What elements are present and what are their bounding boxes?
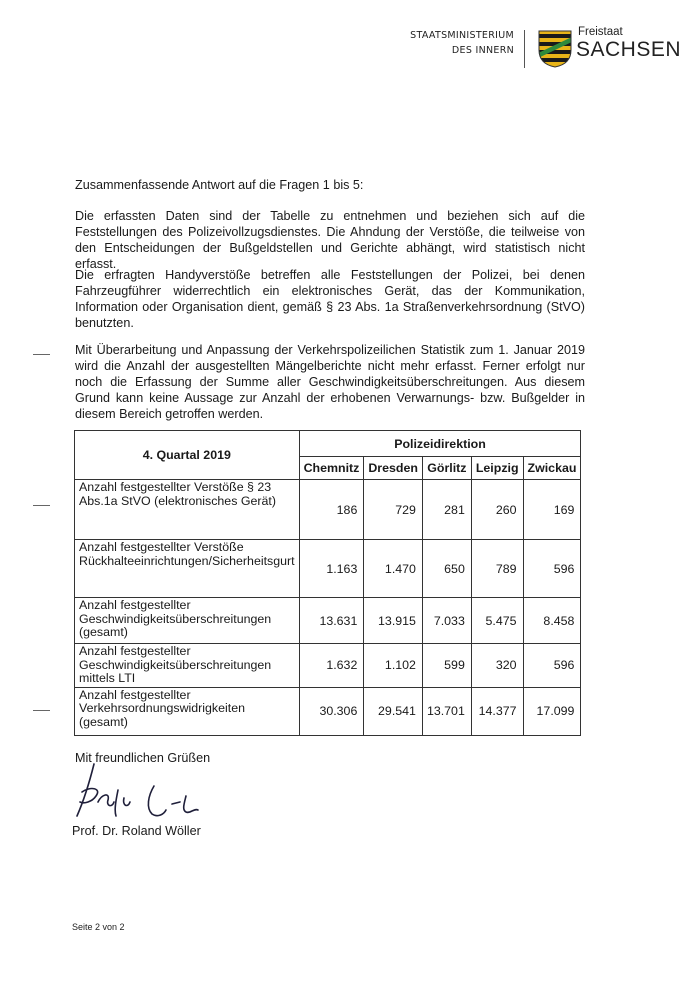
column-header: Chemnitz	[299, 457, 364, 480]
intro-line: Zusammenfassende Antwort auf die Fragen 1 bis 5:	[75, 178, 364, 192]
column-header: Dresden	[364, 457, 423, 480]
table-cell: 30.306	[299, 687, 364, 735]
row-label: Anzahl festgestellter Verstöße Rückhalteeinrichtungen/Sicherheitsgurt	[75, 540, 300, 598]
table-cell: 8.458	[523, 598, 581, 644]
ministry-name	[400, 28, 514, 58]
margin-mark	[33, 505, 50, 506]
table-cell: 599	[422, 644, 471, 688]
row-label: Anzahl festgestellter Verstöße § 23 Abs.1a StVO (elektronisches Gerät)	[75, 480, 300, 540]
margin-mark	[33, 710, 50, 711]
paragraph-3: Mit Überarbeitung und Anpassung der Verkehrspolizeilichen Statistik zum 1. Januar 2019 wird die Anzahl der ausgestellten Mängelberichte nicht mehr erfasst. Ferner erfolgt nur noch die Erfassung der Summe aller Geschwindigkeitsüberschreitungen. Aus diesem Grund kann keine Aussage zur Anzahl der erhobenen Verwarnungs- bzw. Bußgelder in diesem Bereich getroffen werden.	[75, 343, 585, 421]
row-label: Anzahl festgestellter Geschwindigkeitsüberschreitungen mittels LTI	[75, 644, 300, 688]
column-header: Zwickau	[523, 457, 581, 480]
table-cell: 1.470	[364, 540, 423, 598]
coat-of-arms-icon	[538, 30, 572, 68]
row-label: Anzahl festgestellter Geschwindigkeitsüberschreitungen (gesamt)	[75, 598, 300, 644]
table-row	[75, 598, 581, 644]
table-cell: 14.377	[471, 687, 523, 735]
table-row	[75, 687, 581, 735]
table-cell: 13.915	[364, 598, 423, 644]
state-label-small: Freistaat	[578, 26, 623, 38]
statistics-table	[74, 430, 581, 736]
table-cell: 650	[422, 540, 471, 598]
signature-icon	[68, 758, 228, 828]
table-cell: 186	[299, 480, 364, 540]
table-cell: 260	[471, 480, 523, 540]
ministry-line-1: STAATSMINISTERIUM	[410, 30, 514, 41]
table-cell: 1.163	[299, 540, 364, 598]
table-row	[75, 480, 581, 540]
margin-mark	[33, 354, 50, 355]
page-number: Seite 2 von 2	[72, 922, 125, 932]
paragraph-2: Die erfragten Handyverstöße betreffen alle Feststellungen der Polizei, bei denen Fahrzeugführer widerrechtlich ein elektronisches Gerät, das der Kommunikation, Information oder Organisation dient, gemäß § 23 Abs. 1a Straßenverkehrsordnung (StVO) benutzten.	[75, 268, 585, 330]
table-corner-header: 4. Quartal 2019	[75, 431, 300, 480]
state-label-large: SACHSEN	[576, 38, 682, 61]
column-header: Görlitz	[422, 457, 471, 480]
table-cell: 789	[471, 540, 523, 598]
table-cell: 17.099	[523, 687, 581, 735]
ministry-line-2: DES INNERN	[451, 45, 514, 56]
table-cell: 320	[471, 644, 523, 688]
table-row	[75, 540, 581, 598]
header-divider	[524, 30, 525, 68]
row-label: Anzahl festgestellter Verkehrsordnungswidrigkeiten (gesamt)	[75, 687, 300, 735]
table-cell: 1.102	[364, 644, 423, 688]
closing-greeting: Mit freundlichen Grüßen	[75, 751, 211, 765]
signer-name: Prof. Dr. Roland Wöller	[72, 824, 201, 838]
table-cell: 729	[364, 480, 423, 540]
table-cell: 29.541	[364, 687, 423, 735]
table-cell: 13.631	[299, 598, 364, 644]
table-cell: 169	[523, 480, 581, 540]
table-cell: 1.632	[299, 644, 364, 688]
table-group-header: Polizeidirektion	[299, 431, 581, 457]
table-cell: 596	[523, 540, 581, 598]
table-cell: 13.701	[422, 687, 471, 735]
column-header: Leipzig	[471, 457, 523, 480]
table-cell: 7.033	[422, 598, 471, 644]
table-cell: 281	[422, 480, 471, 540]
paragraph-1: Die erfassten Daten sind der Tabelle zu entnehmen und beziehen sich auf die Feststellungen des Polizeivollzugsdienstes. Die Ahndung der Verstöße, die teilweise von den Entscheidungen der Bußgeldstellen und Gerichte abhängt, wird statistisch nicht erfasst.	[75, 209, 585, 271]
table-cell: 596	[523, 644, 581, 688]
table-row	[75, 644, 581, 688]
table-cell: 5.475	[471, 598, 523, 644]
